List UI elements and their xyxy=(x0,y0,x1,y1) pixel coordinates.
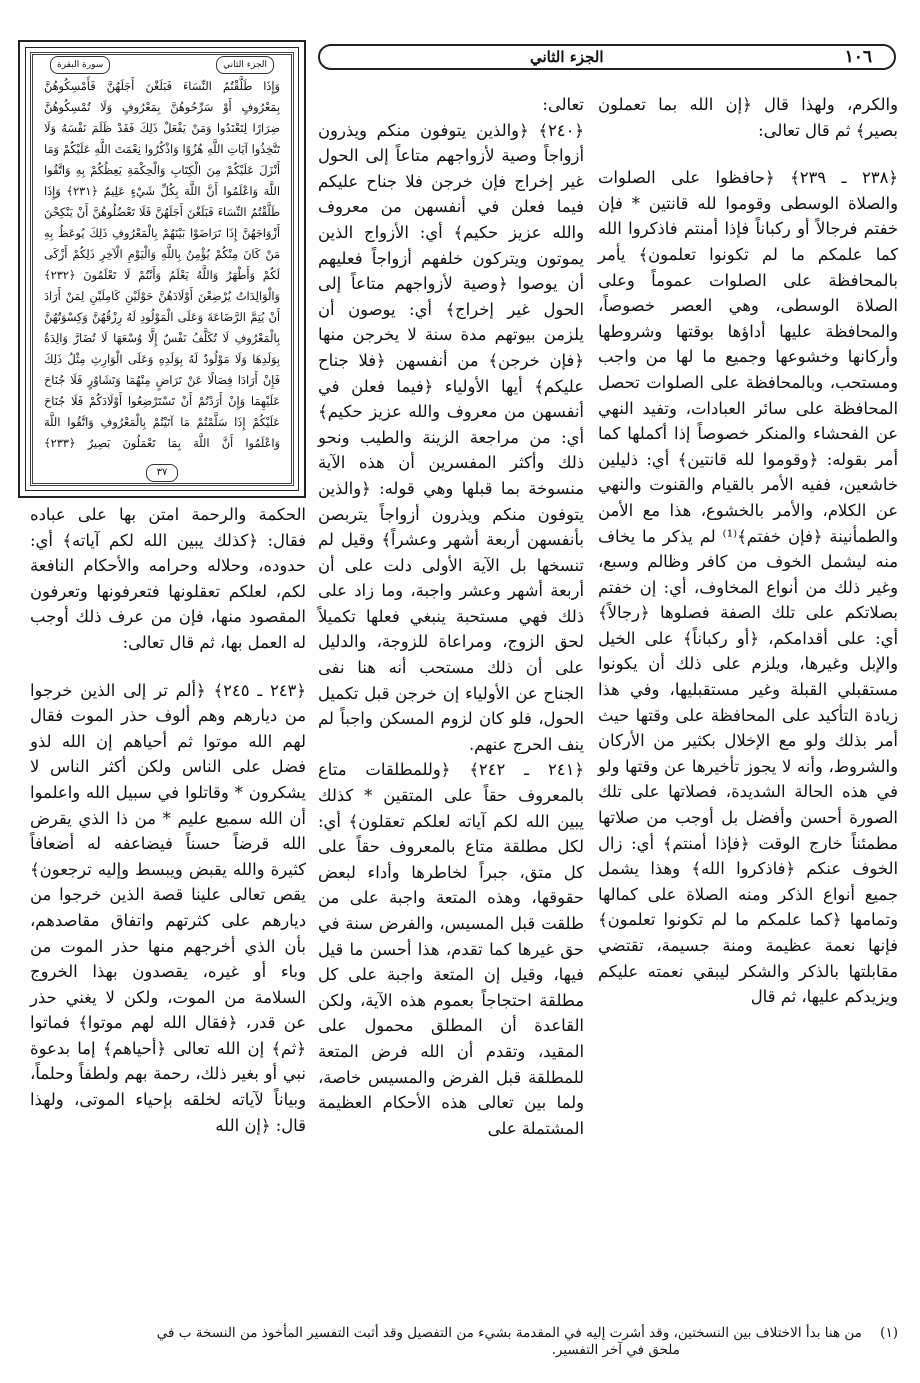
footnote xyxy=(30,1318,898,1348)
footnote-text: من هنا بدأ الاختلاف بين النسختين، وقد أشرت إليه في المقدمة بشيء من التفصيل وقد أثبت التفسير المأخوذ من النسخة ب في xyxy=(156,1325,862,1341)
part-title: الجزء الثاني xyxy=(530,48,604,66)
paragraph: والكرم، ولهذا قال ﴿إن الله بما تعملون بصير﴾ ثم قال تعالى: xyxy=(598,95,898,140)
left-column xyxy=(30,502,306,1302)
right-column xyxy=(598,92,898,1332)
paragraph: ﴿٢٤١ ـ ٢٤٢﴾ ﴿وللمطلقات متاع بالمعروف حقاً على المتقين * كذلك يبين الله لكم آياته لعلكم تعقلون﴾ أي: لكل مطلقة متاع بالمعروف حقاً على كل متق، جبراً لخاطرها وأداء لبعض حقوقها، وهذه المتعة واجبة على من طلقت قبل المسيس، والفرض سنة في حق غيرها كما تقدم، هذا أحسن ما قيل فيها، وقيل إن المتعة واجبة على كل مطلقة احتجاجاً بعموم هذه الآية، ولكن القاعدة أن المطلق محمول على المقيد، وتقدم أن الله فرض المتعة للمطلقة قبل الفرض والمسيس خاصة، ولما بين تعالى هذه الأحكام العظيمة المشتملة على xyxy=(318,760,584,1138)
surah-label: سورة البقرة xyxy=(50,56,110,74)
paragraph: ﴿٢٤٠﴾ ﴿والذين يتوفون منكم ويذرون أزواجاً وصية لأزواجهم متاعاً إلى الحول غير إخراج فإن خرجن فلا جناح عليكم فيما فعلن في أنفسهن من معروف والله عزيز حكيم﴾ أي: الأزواج الذين يموتون ويتركون خلفهم أزواجاً فعليهم أن يوصوا ﴿وصية لأزواجهم متاعاً إلى الحول غير إخراج﴾ أي: يوصون أن يلزمن بيوتهم مدة سنة لا يخرجن منها ﴿فإن خرجن﴾ من أنفسهن ﴿فلا جناح عليكم﴾ أيها الأولياء ﴿فيما فعلن في أنفسهن من معروف والله عزيز حكيم﴾ أي: من مراجعة الزينة والطيب ونحو ذلك وأكثر المفسرين أن هذه الآية منسوخة بما قبلها وهي قوله: ﴿والذين يتوفون منكم ويذرون أزواجاً يتربصن بأنفسهن أربعة أشهر وعشراً﴾ وقيل لم تنسخها بل الآية الأولى دلت على أن أربعة أشهر وعشر واجبة، وما زاد على ذلك فهي مستحبة ينبغي فعلها تكميلاً لحق الزوج، ومراعاة للزوجة، والدليل على أن ذلك مستحب أنه هنا نفى الجناح عن الأولياء إن خرجن قبل تكميل الحول، فلو كان لزوم المسكن واجباً لم ينف الحرج عنهم. xyxy=(318,120,584,754)
middle-column xyxy=(318,92,584,1332)
juz-label: الجزء الثاني xyxy=(216,56,274,74)
running-header xyxy=(318,44,896,70)
footnote-line xyxy=(30,1318,898,1348)
paragraph: ﴿٢٣٨ ـ ٢٣٩﴾ ﴿حافظوا على الصلوات والصلاة الوسطى وقوموا لله قانتين * فإن خفتم فرجالاً أو ركباناً فإذا أمنتم فاذكروا الله كما علمكم ما لم تكونوا تعلمون﴾ يأمر بالمحافظة على الصلوات عموماً وعلى الصلاة الوسطى، وهي العصر خصوصاً، والمحافظة عليها أداؤها بوقتها وشروطها وأركانها وخشوعها وجميع ما لها من واجب ومستحب، وبالمحافظة على الصلوات تحصل المحافظة على سائر العبادات، وتفيد النهي عن الفحشاء والمنكر خصوصاً إذا أكملها كما أمر بقوله: ﴿وقوموا لله قانتين﴾ أي: ذليلين خاشعين، ففيه الأمر بالقيام والقنوت والنهي عن الكلام، والأمر بالخشوع، هذا مع الأمن والطمأنينة ﴿فإن خفتم﴾⁽¹⁾ لم يذكر ما يخاف منه ليشمل الخوف من كافر وظالم وسبع، وغير ذلك من أنواع المخاوف، أي: إن خفتم بصلاتكم على تلك الصفة فصلوها ﴿رجالاً﴾ أي: على أقدامكم، ﴿أو ركباناً﴾ على الخيل والإبل وغيرها، ويلزم على ذلك أن يكونوا مستقبلي القبلة وغير مستقبليها، وفي هذا زيادة التأكيد على المحافظة على وقتها حيث أمر بذلك ولو مع الإخلال بكثير من الأركان والشروط، وأنه لا يجوز تأخيرها عن وقتها ولو في هذه الحالة الشديدة، فصلاتها على تلك الصورة أحسن وأفضل بل أوجب من صلاتها مطمئناً خارج الوقت ﴿فإذا أمنتم﴾ أي: زال الخوف عنكم ﴿فاذكروا الله﴾ وهذا يشمل جميع أنواع الذكر ومنه الصلاة على كمالها وتمامها ﴿كما علمكم ما لم تكونوا تعلمون﴾ فإنها نعمة عظيمة ومنة جسيمة، تقتضي مقابلتها بالذكر والشكر ليبقي نعمته عليكم ويزيدكم عليها، ثم قال xyxy=(598,168,898,1007)
quran-text-frame xyxy=(18,40,306,498)
mushaf-page-number: ٣٧ xyxy=(146,464,178,482)
footnote-continuation: ملحق في آخر التفسير. xyxy=(551,1342,680,1358)
quran-verses: وَإِذَا طَلَّقْتُمُ النِّسَاءَ فَبَلَغْنَ أَجَلَهُنَّ فَأَمْسِكُوهُنَّ بِمَعْرُوفٍ أَوْ سَرِّحُوهُنَّ بِمَعْرُوفٍ وَلَا تُمْسِكُوهُنَّ ضِرَارًا لِتَعْتَدُوا وَمَنْ يَفْعَلْ ذَلِكَ فَقَدْ ظَلَمَ نَفْسَهُ وَلَا تَتَّخِذُوا آيَاتِ اللَّهِ هُزُوًا وَاذْكُرُوا نِعْمَتَ اللَّهِ عَلَيْكُمْ وَمَا أَنْزَلَ عَلَيْكُمْ مِنَ الْكِتَابِ وَالْحِكْمَةِ يَعِظُكُمْ بِهِ وَاتَّقُوا اللَّهَ وَاعْلَمُوا أَنَّ اللَّهَ بِكُلِّ شَيْءٍ عَلِيمٌ ﴿٢٣١﴾ وَإِذَا طَلَّقْتُمُ النِّسَاءَ فَبَلَغْنَ أَجَلَهُنَّ فَلَا تَعْضُلُوهُنَّ أَنْ يَنْكِحْنَ أَزْوَاجَهُنَّ إِذَا تَرَاضَوْا بَيْنَهُمْ بِالْمَعْرُوفِ ذَلِكَ يُوعَظُ بِهِ مَنْ كَانَ مِنْكُمْ يُؤْمِنُ بِاللَّهِ وَالْيَوْمِ الْآخِرِ ذَلِكُمْ أَزْكَى لَكُمْ وَأَطْهَرُ وَاللَّهُ يَعْلَمُ وَأَنْتُمْ لَا تَعْلَمُونَ ﴿٢٣٢﴾ وَالْوَالِدَاتُ يُرْضِعْنَ أَوْلَادَهُنَّ حَوْلَيْنِ كَامِلَيْنِ لِمَنْ أَرَادَ أَنْ يُتِمَّ الرَّضَاعَةَ وَعَلَى الْمَوْلُودِ لَهُ رِزْقُهُنَّ وَكِسْوَتُهُنَّ بِالْمَعْرُوفِ لَا تُكَلَّفُ نَفْسٌ إِلَّا وُسْعَهَا لَا تُضَارَّ وَالِدَةٌ بِوَلَدِهَا وَلَا مَوْلُودٌ لَهُ بِوَلَدِهِ وَعَلَى الْوَارِثِ مِثْلُ ذَلِكَ فَإِنْ أَرَادَا فِصَالًا عَنْ تَرَاضٍ مِنْهُمَا وَتَشَاوُرٍ فَلَا جُنَاحَ عَلَيْهِمَا وَإِنْ أَرَدْتُمْ أَنْ تَسْتَرْضِعُوا أَوْلَادَكُمْ فَلَا جُنَاحَ عَلَيْكُمْ إِذَا سَلَّمْتُمْ مَا آتَيْتُمْ بِالْمَعْرُوفِ وَاتَّقُوا اللَّهَ وَاعْلَمُوا أَنَّ اللَّهَ بِمَا تَعْمَلُونَ بَصِيرٌ ﴿٢٣٣﴾ xyxy=(44,80,280,450)
paragraph: الحكمة والرحمة امتن بها على عباده فقال: ﴿كذلك يبين الله لكم آياته﴾ أي: حدوده، وحلاله وحرامه والأحكام النافعة لكم، لعلكم تعقلونها فتعرفونها وتعرفون المقصود منها، فإن من عرف ذلك أوجب له العمل بها، ثم قال تعالى: xyxy=(30,505,306,652)
footnote-number: (١) xyxy=(880,1325,898,1341)
page-number: ١٠٦ xyxy=(844,47,872,67)
paragraph: تعالى: xyxy=(542,95,584,114)
paragraph: ﴿٢٤٣ ـ ٢٤٥﴾ ﴿ألم تر إلى الذين خرجوا من ديارهم وهم ألوف حذر الموت فقال لهم الله موتوا ثم أحياهم إن الله لذو فضل على الناس ولكن أكثر الناس لا يشكرون * وقاتلوا في سبيل الله واعلموا أن الله سميع عليم * من ذا الذي يقرض الله قرضاً حسناً فيضاعفه له أضعافاً كثيرة والله يقبض ويبسط وإليه ترجعون﴾ يقص تعالى علينا قصة الذين خرجوا من ديارهم على كثرتهم واتفاق مقاصدهم، بأن الذي أخرجهم منها حذر الموت من وباء أو غيره، يقصدون بهذا الخروج السلامة من الموت، ولكن لا يغني حذر عن قدر، ﴿فقال الله لهم موتوا﴾ فماتوا ﴿ثم﴾ إن الله تعالى ﴿أحياهم﴾ إما بدعوة نبي أو بغير ذلك، رحمة بهم ولطفاً وحلماً، وبياناً لآياته لخلقه بإحياء الموتى، ولهذا قال: ﴿إن الله xyxy=(30,680,306,1135)
